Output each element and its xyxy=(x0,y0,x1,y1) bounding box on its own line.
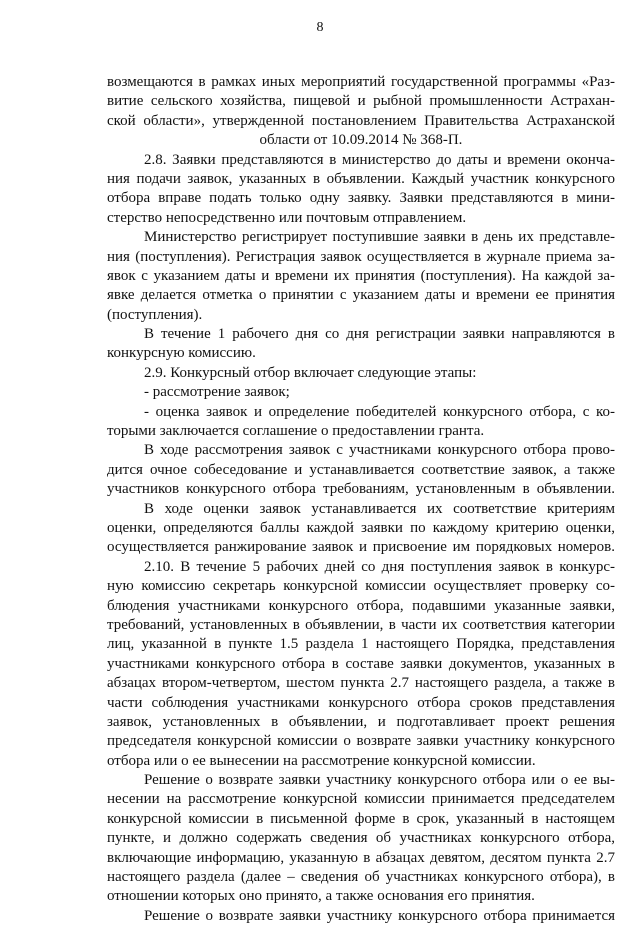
text-line: включающие информацию, указанную в абзацах девятом, десятом пункта 2.7 xyxy=(107,849,615,866)
document-body xyxy=(107,73,615,926)
text-line: витие сельского хозяйства, пищевой и рыбной промышленности Астрахан- xyxy=(107,93,615,110)
text-line: 2.9. Конкурсный отбор включает следующие этапы: xyxy=(144,364,477,381)
text-line: В ходе рассмотрения заявок с участниками конкурсного отбора прово- xyxy=(144,442,615,459)
page-number: 8 xyxy=(316,20,324,35)
text-line: дится очное собеседование и устанавливается соответствие заявок, а также xyxy=(107,461,615,478)
text-line: пункте, и должно содержать сведения об участниках конкурсного отбора, xyxy=(107,830,615,847)
text-line: участниками конкурсного отбора в составе заявки документов, указанных в xyxy=(107,655,615,672)
text-line: несении на рассмотрение конкурсной комиссии принимается председателем xyxy=(107,791,615,808)
text-line: отношении которых оно принято, а также основания его принятия. xyxy=(107,888,535,905)
text-line: явок с указанием даты и времени их принятия (поступления). На каждой за- xyxy=(107,267,615,284)
text-line: ния (поступления). Регистрация заявок осуществляется в журнале приема за- xyxy=(107,248,615,265)
text-line: В течение 1 рабочего дня со дня регистрации заявки направляются в xyxy=(144,326,615,343)
text-line: оценки, определяются баллы каждой заявки по каждому критерию оценки, xyxy=(107,519,615,536)
text-line: участников конкурсного отбора требованиям, установленным в объявлении. xyxy=(107,481,615,498)
text-line: заявок, установленных в объявлении, и подготавливает проект решения xyxy=(107,713,615,730)
text-line: - рассмотрение заявок; xyxy=(144,384,290,401)
text-line: лиц, указанной в пункте 1.5 раздела 1 настоящего Порядка, представления xyxy=(107,636,615,653)
text-line: блюдения участниками конкурсного отбора, подавшими указанные заявки, xyxy=(107,597,615,614)
text-line: Решение о возврате заявки участнику конкурсного отбора или о ее вы- xyxy=(144,772,615,789)
text-line: 2.8. Заявки представляются в министерство до даты и времени оконча- xyxy=(144,151,615,168)
text-line: части соблюдения участниками конкурсного отбора сроков представления xyxy=(107,694,615,711)
text-line: ную комиссию секретарь конкурсной комиссии осуществляет проверку со- xyxy=(107,578,615,595)
text-line: конкурсной комиссии в письменной форме в срок, указанный в настоящем xyxy=(107,810,615,827)
text-line: торыми заключается соглашение о предоставлении гранта. xyxy=(107,423,485,440)
text-line: стерство непосредственно или почтовым отправлением. xyxy=(107,209,467,226)
text-line: Решение о возврате заявки участнику конкурсного отбора принимается xyxy=(144,907,615,924)
text-line: настоящего раздела (далее – сведения об участниках конкурсного отбора), в xyxy=(107,869,615,886)
text-line: требований, установленных в объявлении, в части их соответствия категории xyxy=(107,616,615,633)
text-line: ской области», утвержденной постановлением Правительства Астраханской xyxy=(107,112,615,129)
text-line: председателя конкурсной комиссии о возврате заявки участнику конкурсного xyxy=(107,733,615,750)
text-line: отбора или о ее вынесении на рассмотрение конкурсной комиссии. xyxy=(107,752,536,769)
text-line: абзацах втором-четвертом, шестом пункта 2.7 настоящего раздела, а также в xyxy=(107,675,615,692)
text-line: - оценка заявок и определение победителей конкурсного отбора, с ко- xyxy=(144,403,615,420)
text-line: В ходе оценки заявок устанавливается их соответствие критериям xyxy=(144,500,615,517)
text-line: (поступления). xyxy=(107,306,203,323)
text-line: осуществляется ранжирование заявок и присвоение им порядковых номеров. xyxy=(107,539,615,556)
text-line: конкурсную комиссию. xyxy=(107,345,256,362)
text-line: 2.10. В течение 5 рабочих дней со дня поступления заявок в конкурс- xyxy=(144,558,615,575)
text-line: Министерство регистрирует поступившие заявки в день их представле- xyxy=(144,229,615,246)
text-line: области от 10.09.2014 № 368-П. xyxy=(259,132,463,149)
text-line: явке делается отметка о принятии с указанием даты и времени ее принятия xyxy=(107,287,615,304)
text-line: отбора вправе подать только одну заявку. Заявки представляются в мини- xyxy=(107,190,615,207)
text-line: возмещаются в рамках иных мероприятий государственной программы «Раз- xyxy=(107,74,615,90)
text-line: ния подачи заявок, указанных в объявлении. Каждый участник конкурсного xyxy=(107,170,615,187)
